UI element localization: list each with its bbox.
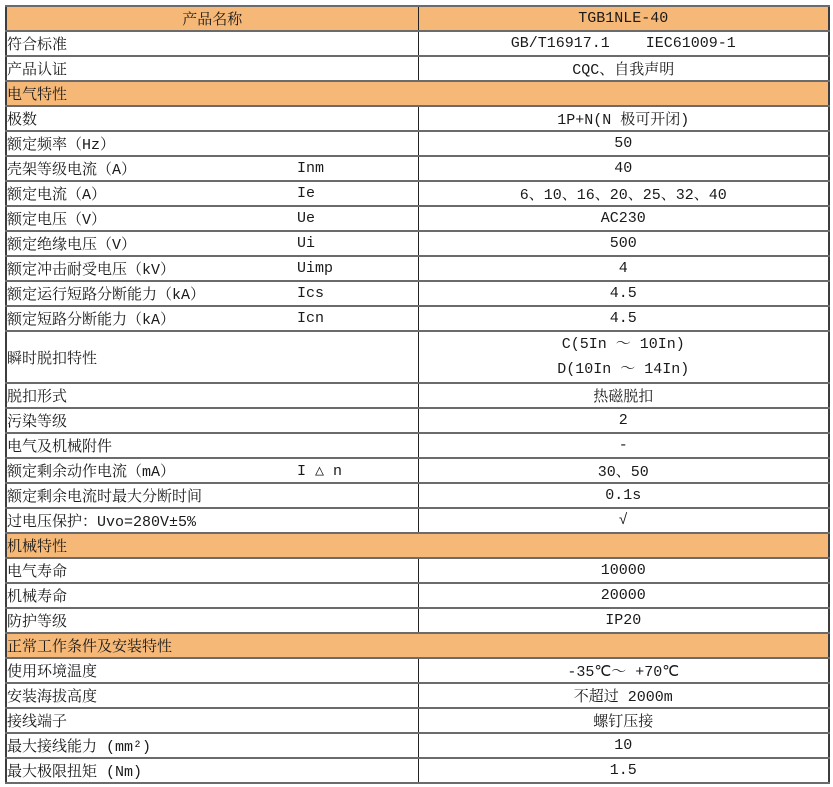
- spec-label-cell: [6, 433, 418, 458]
- spec-row: [6, 483, 829, 508]
- spec-label: 过电压保护：Uvo=280V±5%: [7, 514, 197, 531]
- spec-label-cell: [6, 256, 418, 281]
- spec-value-cell: -: [418, 433, 829, 458]
- spec-label: 安装海拔高度: [7, 689, 98, 706]
- spec-row: [6, 56, 829, 81]
- spec-label: 污染等级: [7, 414, 68, 431]
- spec-row: [6, 306, 829, 331]
- spec-row: [6, 733, 829, 758]
- spec-label: 额定频率（Hz）: [7, 137, 116, 154]
- spec-label-cell: [6, 231, 418, 256]
- spec-row: [6, 658, 829, 683]
- spec-label: 接线端子: [7, 714, 68, 731]
- spec-row: [6, 281, 829, 306]
- spec-value-cell: IP20: [418, 608, 829, 633]
- spec-label: 额定短路分断能力（kA）: [7, 312, 176, 329]
- spec-label: 使用环境温度: [7, 664, 98, 681]
- spec-label-cell: [6, 733, 418, 758]
- spec-symbol: Ui: [297, 235, 316, 252]
- spec-value-cell: 热磁脱扣: [418, 383, 829, 408]
- spec-row: [6, 206, 829, 231]
- spec-label-cell: [6, 181, 418, 206]
- spec-value-cell: 10000: [418, 558, 829, 583]
- spec-symbol: Uimp: [297, 260, 334, 277]
- spec-label-cell: [6, 708, 418, 733]
- spec-label: 瞬时脱扣特性: [7, 350, 98, 368]
- spec-row: [6, 558, 829, 583]
- spec-value-cell: 1.5: [418, 758, 829, 783]
- spec-label: 额定电流（A）: [7, 187, 107, 204]
- spec-value-line: C(5In ～ 10In): [561, 336, 685, 353]
- spec-label: 机械寿命: [7, 589, 68, 606]
- spec-row: [6, 708, 829, 733]
- spec-symbol: Inm: [297, 160, 325, 177]
- spec-row: [6, 408, 829, 433]
- spec-label-cell: [6, 383, 418, 408]
- spec-label: 防护等级: [7, 614, 68, 631]
- spec-label-cell: [6, 758, 418, 783]
- spec-label-cell: [6, 408, 418, 433]
- spec-value-cell: 螺钉压接: [418, 708, 829, 733]
- spec-label-cell: [6, 306, 418, 331]
- spec-value-cell: 4.5: [418, 306, 829, 331]
- spec-value-cell: CQC、自我声明: [418, 56, 829, 81]
- section-title: 机械特性: [6, 533, 829, 558]
- spec-row: [6, 458, 829, 483]
- spec-symbol: Ue: [297, 210, 316, 227]
- spec-label-cell: [6, 281, 418, 306]
- spec-symbol: Ie: [297, 185, 316, 202]
- spec-row: [6, 31, 829, 56]
- spec-value-cell: √: [418, 508, 829, 533]
- product-model-header: TGB1NLE-40: [418, 6, 829, 31]
- spec-label: 额定剩余动作电流（mA）: [7, 464, 176, 481]
- spec-row: [6, 156, 829, 181]
- spec-value-cell: -35℃～ +70℃: [418, 658, 829, 683]
- spec-label-cell: [6, 156, 418, 181]
- table-header-row: [6, 6, 829, 31]
- spec-label: 额定运行短路分断能力（kA）: [7, 287, 206, 304]
- section-title: 正常工作条件及安装特性: [6, 633, 829, 658]
- spec-label-cell: [6, 683, 418, 708]
- spec-label-cell: [6, 558, 418, 583]
- spec-label-cell: [6, 608, 418, 633]
- spec-row: [6, 508, 829, 533]
- spec-row: [6, 331, 829, 383]
- spec-value-cell: 20000: [418, 583, 829, 608]
- spec-label: 额定剩余电流时最大分断时间: [7, 489, 203, 506]
- spec-label: 产品认证: [7, 62, 68, 79]
- spec-label-cell: [6, 508, 418, 533]
- spec-value-cell: 30、50: [418, 458, 829, 483]
- spec-label: 额定冲击耐受电压（kV）: [7, 262, 176, 279]
- spec-value-cell: 6、10、16、20、25、32、40: [418, 181, 829, 206]
- spec-label-cell: [6, 106, 418, 131]
- spec-label: 壳架等级电流（A）: [7, 162, 137, 179]
- section-title: 电气特性: [6, 81, 829, 106]
- spec-value-cell: 0.1s: [418, 483, 829, 508]
- spec-label-cell: [6, 583, 418, 608]
- spec-row: [6, 583, 829, 608]
- spec-label-cell: [6, 56, 418, 81]
- spec-label-cell: [6, 458, 418, 483]
- spec-row: [6, 758, 829, 783]
- spec-symbol: Icn: [297, 310, 325, 327]
- spec-value-line: D(10In ～ 14In): [557, 361, 690, 378]
- spec-label: 最大接线能力 (mm²): [7, 739, 152, 756]
- spec-row: [6, 231, 829, 256]
- spec-value-cell: 4.5: [418, 281, 829, 306]
- spec-label: 电气及机械附件: [7, 439, 113, 456]
- spec-label: 符合标准: [7, 37, 68, 54]
- spec-value-cell: 50: [418, 131, 829, 156]
- spec-value-cell: 500: [418, 231, 829, 256]
- spec-label: 额定电压（V）: [7, 212, 107, 229]
- spec-row: [6, 383, 829, 408]
- spec-label: 额定绝缘电压（V）: [7, 237, 137, 254]
- spec-value-cell: [418, 331, 829, 383]
- section-header-row: [6, 533, 829, 558]
- spec-row: [6, 181, 829, 206]
- spec-table-body: [6, 6, 829, 783]
- spec-value-cell: 4: [418, 256, 829, 281]
- spec-label: 极数: [7, 112, 38, 129]
- section-header-row: [6, 633, 829, 658]
- spec-row: [6, 433, 829, 458]
- section-header-row: [6, 81, 829, 106]
- spec-label: 脱扣形式: [7, 389, 68, 406]
- spec-row: [6, 106, 829, 131]
- spec-value-cell: 2: [418, 408, 829, 433]
- spec-label-cell: [6, 131, 418, 156]
- spec-row: [6, 608, 829, 633]
- spec-row: [6, 256, 829, 281]
- spec-label-cell: [6, 658, 418, 683]
- spec-label-cell: [6, 206, 418, 231]
- product-spec-table: [5, 5, 830, 784]
- spec-value-cell: 10: [418, 733, 829, 758]
- spec-label-cell: [6, 483, 418, 508]
- spec-label: 最大极限扭矩 (Nm): [7, 764, 143, 781]
- spec-value-cell: 1P+N(N 极可开闭): [418, 106, 829, 131]
- spec-symbol: I △ n: [297, 463, 343, 480]
- spec-value-cell: 40: [418, 156, 829, 181]
- spec-value-cell: 不超过 2000m: [418, 683, 829, 708]
- spec-value-cell: GB/T16917.1 IEC61009-1: [418, 31, 829, 56]
- spec-row: [6, 131, 829, 156]
- spec-symbol: Ics: [297, 285, 325, 302]
- spec-row: [6, 683, 829, 708]
- spec-label-cell: [6, 31, 418, 56]
- spec-label: 电气寿命: [7, 564, 68, 581]
- spec-value-cell: AC230: [418, 206, 829, 231]
- spec-label-cell: [6, 331, 418, 383]
- product-name-header: 产品名称: [6, 6, 418, 31]
